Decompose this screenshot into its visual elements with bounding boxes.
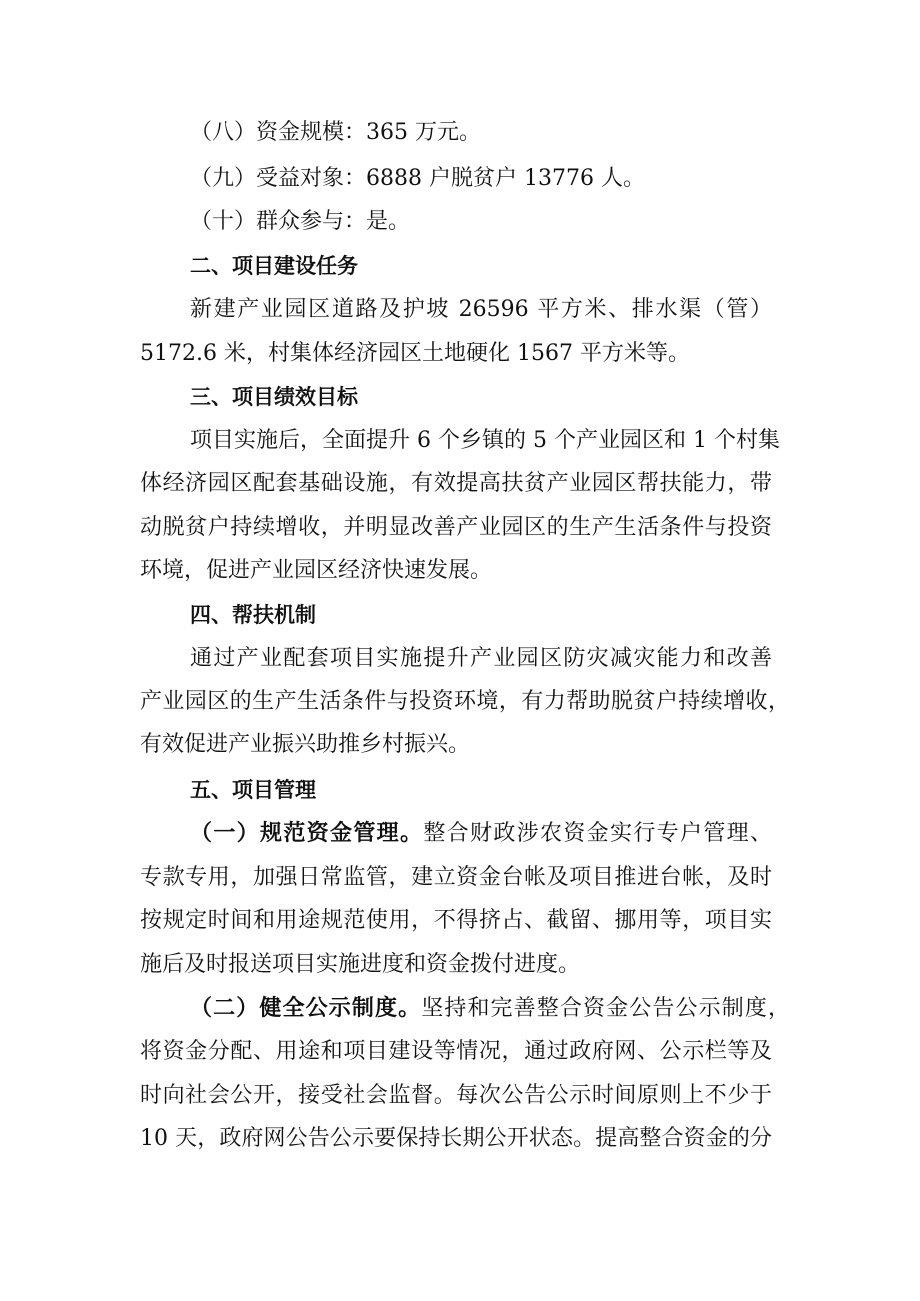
section-4-line: 有效促进产业振兴助推乡村振兴。 [140, 732, 471, 757]
section-2-heading: 二、项目建设任务 [190, 254, 358, 278]
section-5-p2-line: 10 天，政府网公告公示要保持长期公开状态。提高整合资金的分 [140, 1126, 772, 1151]
section-5-p2-line [190, 994, 790, 1024]
section-2-line: 5172.6 米，村集体经济园区土地硬化 1567 平方米等。 [140, 341, 690, 366]
section-5-p1-line: 施后及时报送项目实施进度和资金拨付进度。 [140, 952, 581, 977]
section-2-line: 新建产业园区道路及护坡 26596 平方米、排水渠（管） [190, 297, 772, 322]
section-3-line: 项目实施后，全面提升 6 个乡镇的 5 个产业园区和 1 个村集 [190, 428, 780, 453]
section-4-line: 通过产业配套项目实施提升产业园区防灾减灾能力和改善 [190, 646, 772, 671]
section-3-line: 体经济园区配套基础设施，有效提高扶贫产业园区帮扶能力，带 [140, 471, 772, 496]
section-4-line: 产业园区的生产生活条件与投资环境，有力帮助脱贫户持续增收， [140, 689, 790, 714]
section-5-p1-lead: （一）规范资金管理。 [190, 821, 424, 846]
section-5-p2-line: 将资金分配、用途和项目建设等情况，通过政府网、公示栏等及 [140, 1039, 772, 1064]
item-fund-scale: （八）资金规模：365 万元。 [190, 120, 481, 145]
item-public-participation: （十）群众参与：是。 [190, 209, 411, 234]
section-3-heading: 三、项目绩效目标 [190, 385, 358, 409]
section-5-p1-line [190, 819, 772, 849]
section-5-p2-lead: （二）健全公示制度。 [190, 996, 422, 1021]
section-5-p2-line: 时向社会公开，接受社会监督。每次公告公示时间原则上不少于 [140, 1083, 772, 1108]
section-5-p2-rest: 坚持和完善整合资金公告公示制度， [421, 996, 790, 1021]
section-5-p1-line: 专款专用，加强日常监管，建立资金台帐及项目推进台帐，及时 [140, 865, 772, 890]
section-3-line: 动脱贫户持续增收，并明显改善产业园区的生产生活条件与投资 [140, 515, 772, 540]
section-5-p1-rest: 整合财政涉农资金实行专户管理、 [423, 821, 772, 846]
section-5-p1-line: 按规定时间和用途规范使用，不得挤占、截留、挪用等，项目实 [140, 908, 772, 933]
section-3-line: 环境，促进产业园区经济快速发展。 [140, 558, 493, 583]
section-5-heading: 五、项目管理 [190, 778, 316, 802]
section-4-heading: 四、帮扶机制 [190, 603, 316, 627]
item-beneficiaries: （九）受益对象：6888 户脱贫户 13776 人。 [190, 166, 645, 191]
